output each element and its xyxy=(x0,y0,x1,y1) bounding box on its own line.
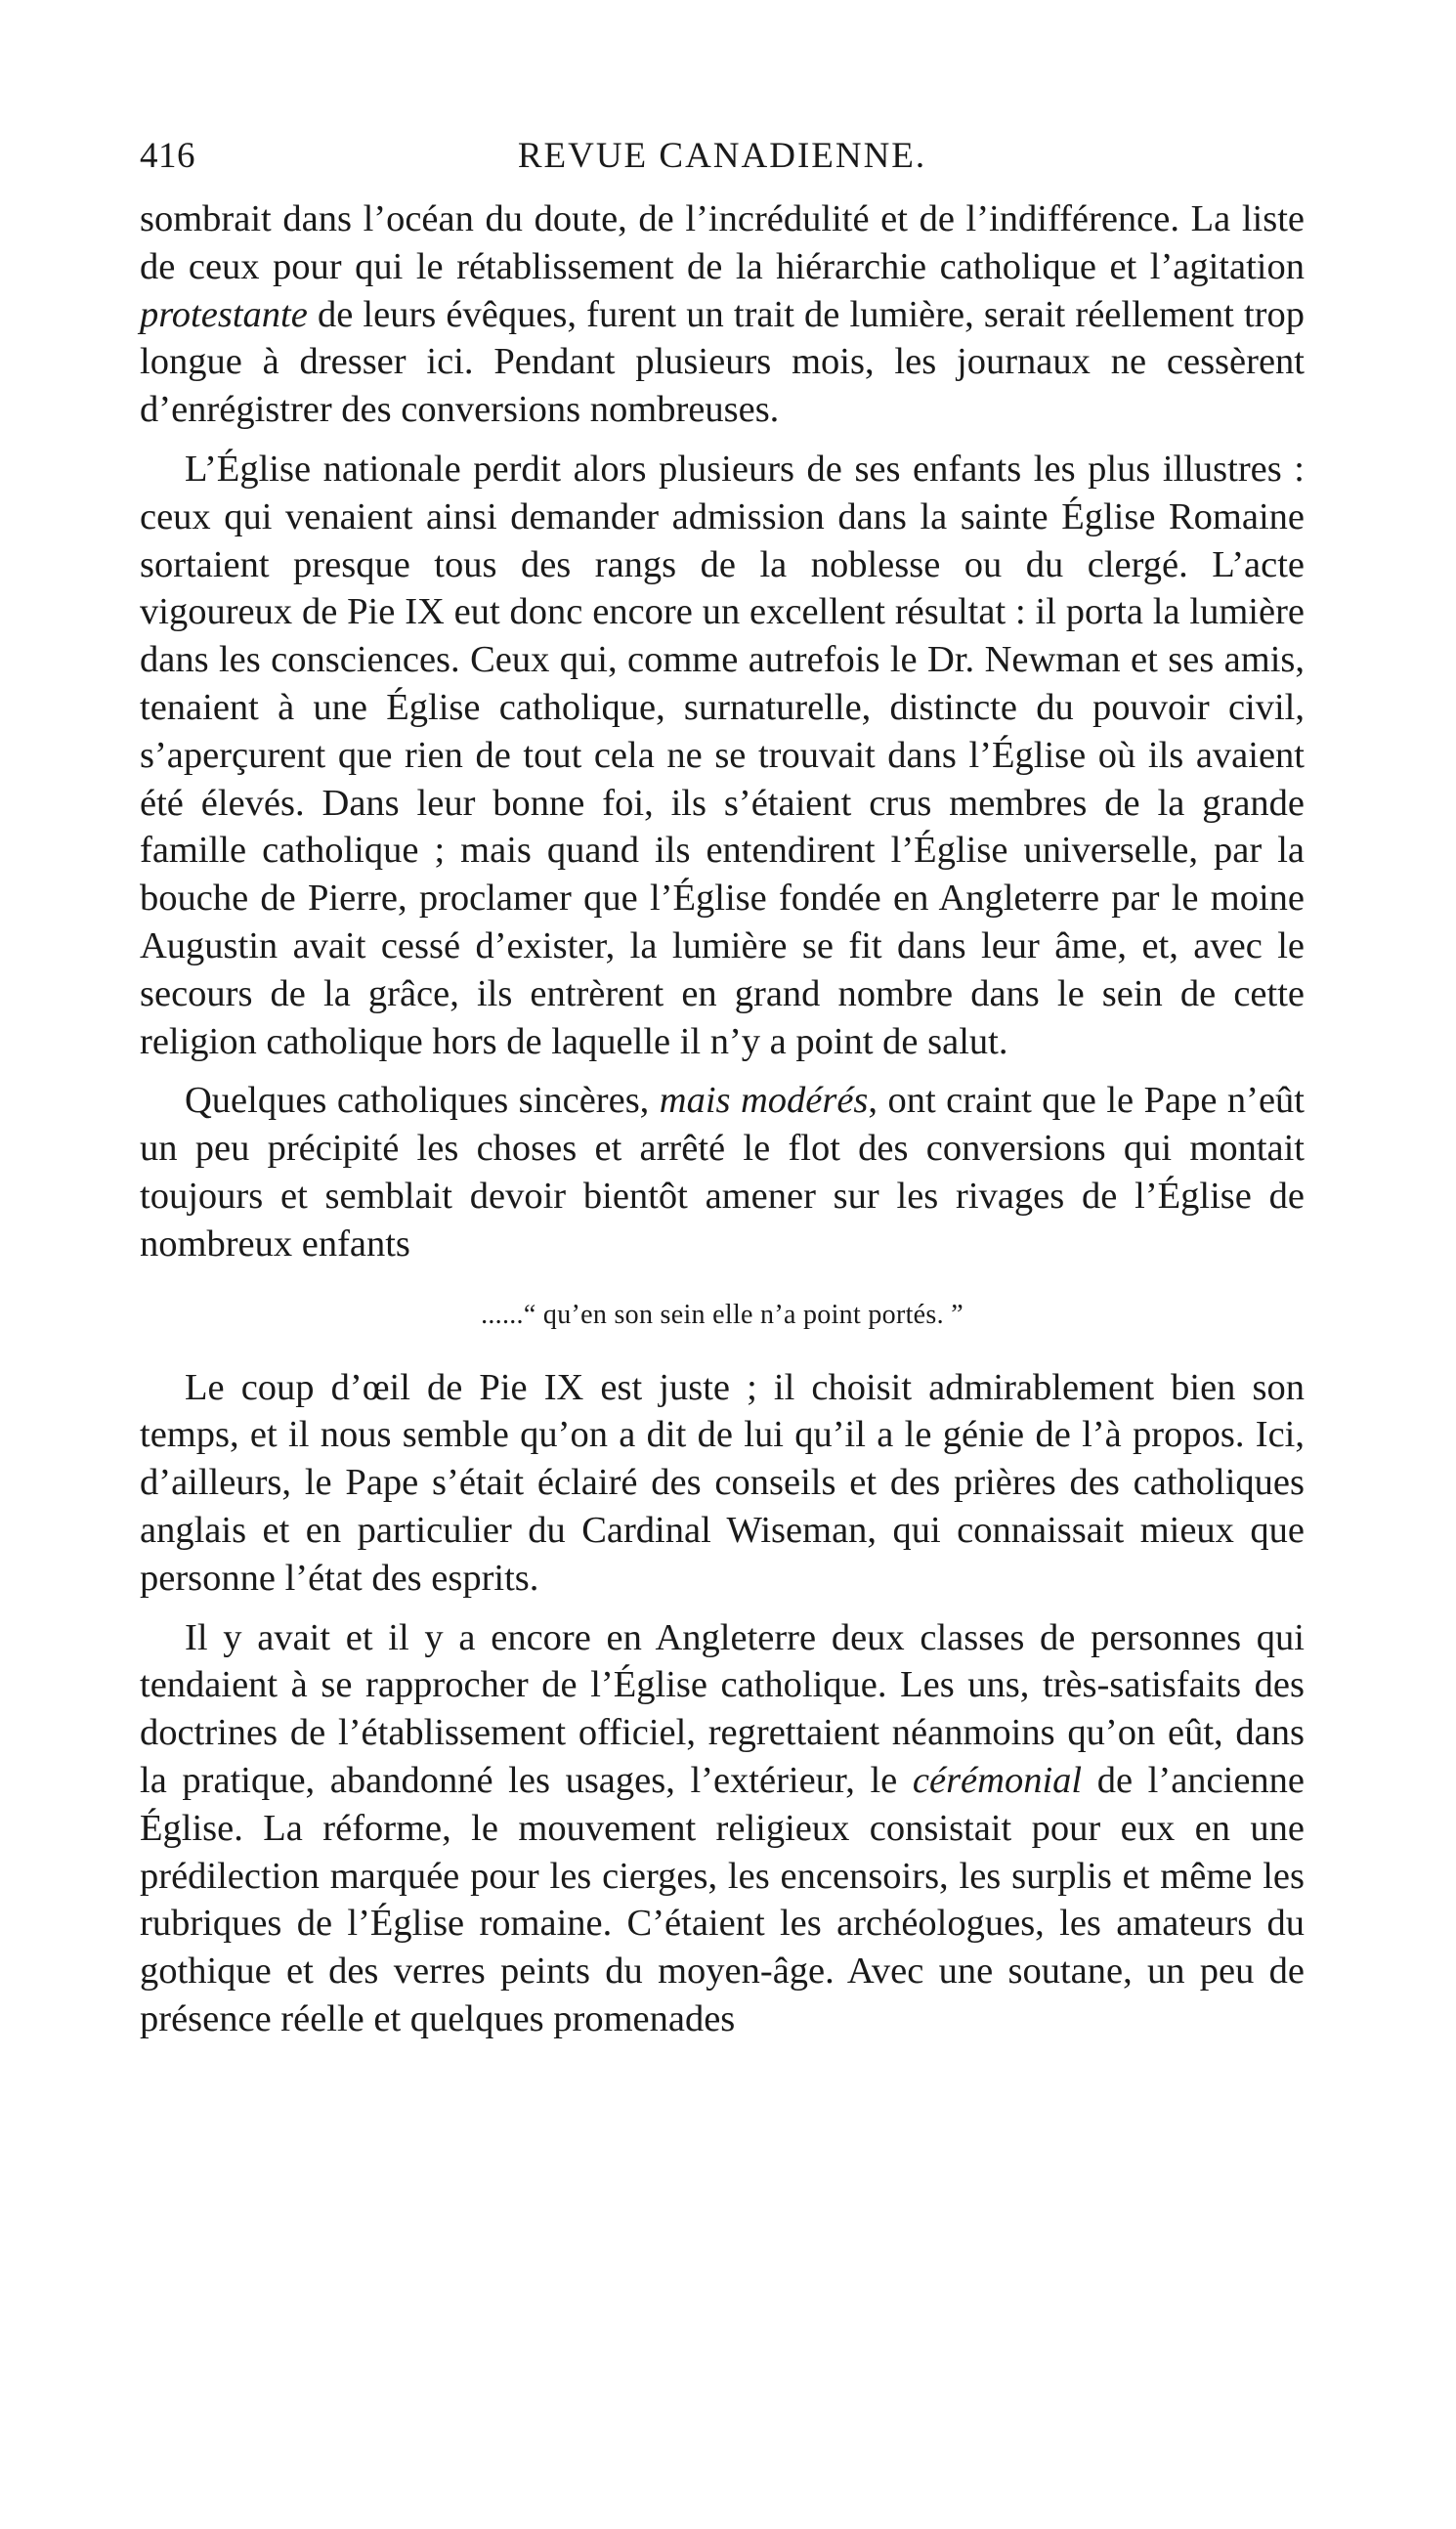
paragraph-3-text-end: , ont craint que le Pape n’eût un peu précipité les choses et arrêté le flot des conversions qui montait toujours et semblait devoir bientôt amener sur les rivages de l’Église de nombreux enfants xyxy=(140,1080,1305,1264)
paragraph-1-text-end: de leurs évêques, furent un trait de lumière, serait réellement trop longue à dresser ici. Pendant plusieurs mois, les journaux ne cessèrent d’enrégistrer des conversions nombreuses. xyxy=(140,293,1305,431)
paragraph-3-text: Quelques catholiques sincères, xyxy=(185,1080,660,1122)
paragraph-3-emphasis: mais modérés xyxy=(659,1080,869,1122)
paragraph-5-emphasis: cérémonial xyxy=(912,1759,1083,1801)
page-header xyxy=(140,135,1305,195)
paragraph-5-text: Il y avait et il y a encore en Angleterre deux classes de personnes qui tendaient à se rapprocher de l’Église catholique. Les uns, très-satisfaits des doctrines de l’établissement officiel, regrettaient néanmoins qu’on eût, dans la pratique, abandonné les usages, l’extérieur, le xyxy=(140,1616,1305,1801)
paragraph-2: L’Église nationale perdit alors plusieurs de ses enfants les plus illustres : ceux qui venaient ainsi demander admission dans la sainte Église Romaine sortaient presque tous des rangs de la noblesse ou du clergé. L’acte vigoureux de Pie IX eut donc encore un excellent résultat : il porta la lumière dans les consciences. Ceux qui, comme autrefois le Dr. Newman et ses amis, tenaient à une Église catholique, surnaturelle, distincte du pouvoir civil, s’aperçurent que rien de tout cela ne se trouvait dans l’Église où ils avaient été élevés. Dans leur bonne foi, ils s’étaient crus membres de la grande famille catholique ; mais quand ils entendirent l’Église universelle, par la bouche de Pierre, proclamer que l’Église fondée en Angleterre par le moine Augustin avait cessé d’exister, la lumière se fit dans leur âme, et, avec le secours de la grâce, ils entrèrent en grand nombre dans le sein de cette religion catholique hors de laquelle il n’y a point de salut. xyxy=(140,448,1305,1062)
paragraph-3 xyxy=(140,1077,1305,1267)
verse-quote: ......“ qu’en son sein elle n’a point portés. ” xyxy=(481,1299,964,1330)
paragraph-1-emphasis: protestante xyxy=(140,293,308,335)
paragraph-5 xyxy=(140,1614,1305,2043)
paragraph-1 xyxy=(140,195,1305,434)
page xyxy=(140,135,1305,2043)
paragraph-1-text: sombrait dans l’océan du doute, de l’incrédulité et de l’indifférence. La liste de ceux pour qui le rétablissement de la hiérarchie catholique et l’agitation xyxy=(140,198,1305,287)
paragraph-4: Le coup d’œil de Pie IX est juste ; il choisit admirablement bien son temps, et il nous semble qu’on a dit de lui qu’il a le génie de l’à propos. Ici, d’ailleurs, le Pape s’était éclairé des conseils et des prières des catholiques anglais et en particulier du Cardinal Wiseman, qui connaissait mieux que personne l’état des esprits. xyxy=(140,1366,1305,1599)
paragraph-5-text-end: de l’ancienne Église. La réforme, le mouvement religieux consistait pour eux en une prédilection marquée pour les cierges, les encensoirs, les surplis et même les rubriques de l’Église romaine. C’étaient les archéologues, les amateurs du gothique et des verres peints du moyen-âge. Avec une soutane, un peu de présence réelle et quelques promenades xyxy=(140,1759,1305,2039)
page-number: 416 xyxy=(140,136,195,176)
running-title: REVUE CANADIENNE. xyxy=(517,136,927,176)
